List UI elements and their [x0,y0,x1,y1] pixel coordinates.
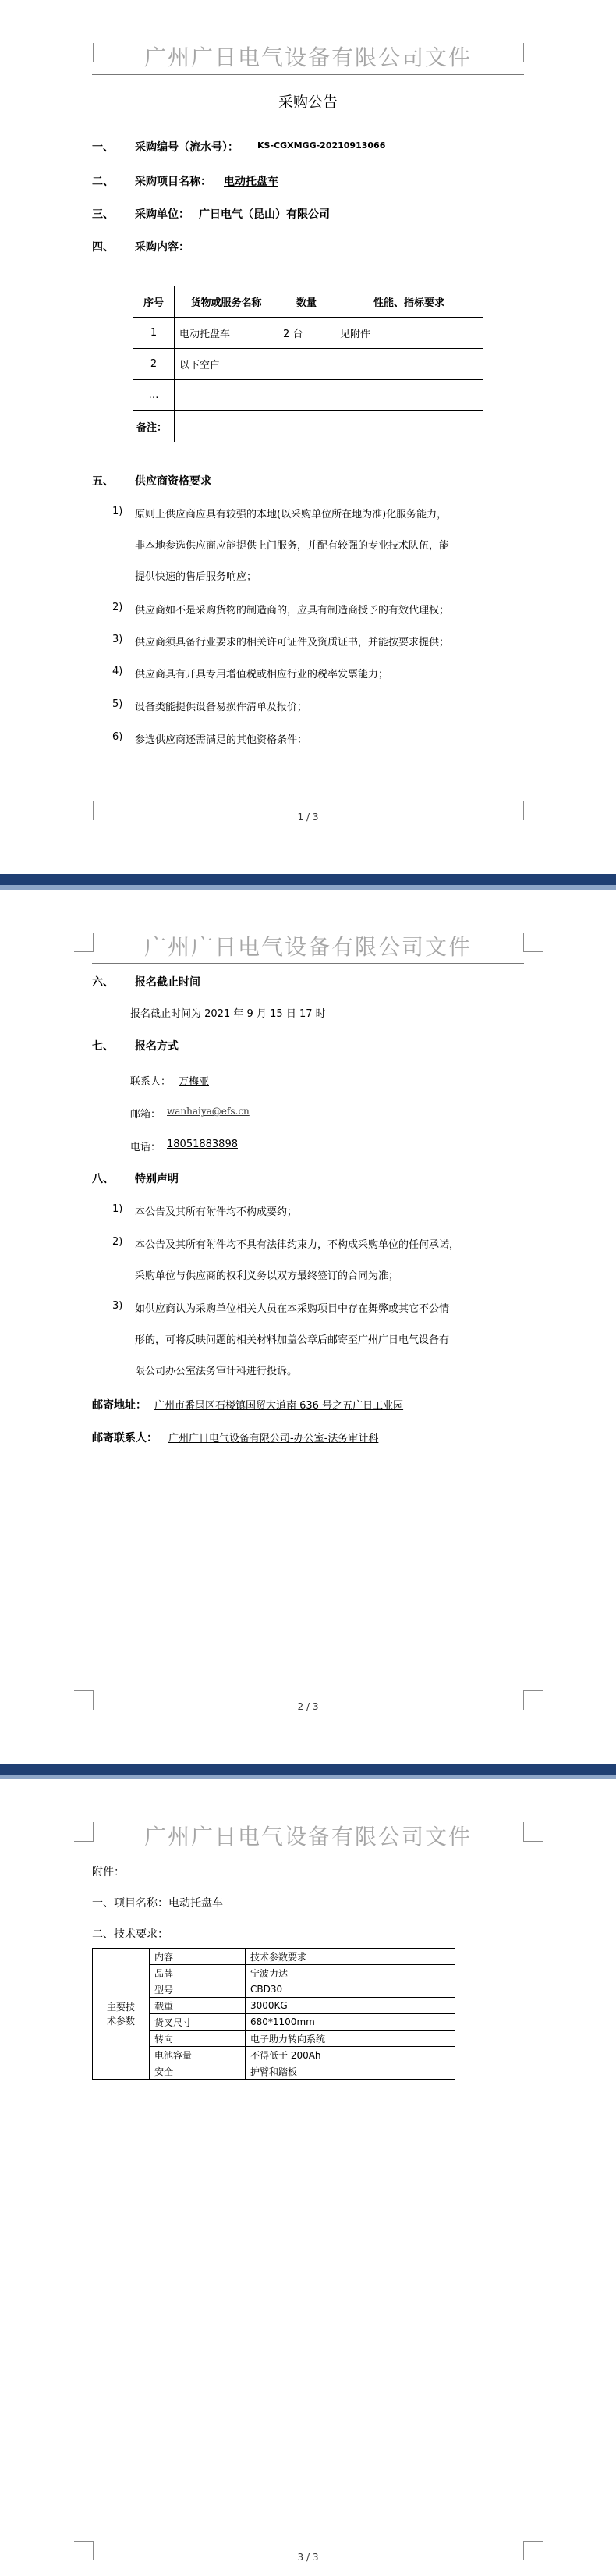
spec-group-label-line: 术参数 [106,2015,135,2027]
email-link[interactable]: wanhaiya@efs.cn [167,1106,250,1117]
req-num: 3) [112,634,123,645]
contact-label: 联系人： [130,1076,172,1088]
remark-cell [175,411,483,442]
req-num: 1) [112,506,123,517]
table-header-row [133,286,483,318]
statement-line: 本公告及其所有附件均不具有法律约束力，不构成采购单位的任何承诺， [135,1239,460,1251]
page-separator [0,1764,616,1775]
deadline-year: 2021 [204,1008,231,1020]
section-label: 采购内容： [135,241,189,254]
deadline-month-unit: 月 [256,1008,267,1020]
statement-line: 形的，可将反映问题的相关材料加盖公章后邮寄至广州广日电气设备有 [135,1334,450,1346]
spec-group-label-line: 主要技 [106,2001,135,2013]
spec-value: 电子助力转向系统 [246,2031,455,2047]
section-num: 四、 [92,241,114,254]
req-num: 2) [112,602,123,613]
email-label: 邮箱： [130,1109,161,1121]
contact-name: 万梅亚 [179,1076,210,1088]
req-num: 4) [112,666,123,677]
procurement-table [133,286,483,442]
spec-value: 不得低于 200Ah [246,2047,455,2063]
spec-key: 品牌 [150,1965,246,1981]
statement-num: 3) [112,1300,123,1312]
project-name: 电动托盘车 [224,176,278,188]
table-cell [278,380,335,411]
req-line: 设备类能提供设备易损件清单及报价； [135,702,308,713]
spec-value: 宁波力达 [246,1965,455,1981]
req-line: 供应商如不是采购货物的制造商的，应具有制造商授予的有效代理权； [135,605,450,616]
spec-key: 载重 [150,1998,246,2014]
phone-label: 电话： [130,1142,161,1153]
section-title: 报名方式 [135,1040,179,1053]
col-header: 货物或服务名称 [175,286,278,318]
req-line: 非本地参选供应商应能提供上门服务，并配有较强的专业技术队伍，能 [135,540,450,552]
req-line: 参选供应商还需满足的其他资格条件： [135,734,308,746]
spec-value: 护臂和踏板 [246,2063,455,2080]
table-cell: 2 台 [278,318,335,349]
mail-contact: 广州广日电气设备有限公司-办公室-法务审计科 [168,1433,379,1444]
section-num: 七、 [92,1040,114,1053]
page-3 [0,1779,616,2576]
section-title: 供应商资格要求 [135,475,211,488]
table-cell: 见附件 [335,318,483,349]
page-1 [0,0,616,835]
req-line: 供应商具有开具专用增值税或相应行业的税率发票能力； [135,669,389,680]
section-num: 八、 [92,1173,114,1185]
section-label: 采购单位： [135,208,189,221]
item-line [92,1895,223,1910]
deadline-line [130,1005,326,1020]
section-num: 二、 [92,176,114,188]
page-separator [0,874,616,885]
table-row [133,349,483,380]
spec-key: 转向 [150,2031,246,2047]
deadline-hour: 17 [299,1008,313,1020]
table-cell [278,349,335,380]
attachment-label: 附件： [92,1866,125,1878]
phone-number: 18051883898 [167,1139,238,1150]
header-rule [92,74,524,75]
req-line: 供应商须具备行业要求的相关许可证件及资质证书，并能按要求提供； [135,637,450,648]
table-cell: 以下空白 [175,349,278,380]
table-cell: … [133,380,175,411]
section-num: 一、 [92,141,114,154]
header-title: 广州广日电气设备有限公司文件 [143,934,472,960]
table-cell: 1 [133,318,175,349]
statement-line: 采购单位与供应商的权利义务以双方最终签订的合同为准； [135,1270,399,1282]
table-cell [175,380,278,411]
page-number: 2 / 3 [297,1701,319,1712]
section-title: 特别声明 [135,1173,179,1185]
table-cell: 2 [133,349,175,380]
mail-address-label: 邮寄地址： [92,1399,147,1412]
col-header: 序号 [133,286,175,318]
spec-value: 680*1100mm [246,2014,455,2031]
page-2 [0,890,616,1725]
col-header: 数量 [278,286,335,318]
spec-group-label [93,1949,150,2080]
deadline-hour-unit: 时 [315,1008,326,1020]
purchasing-unit: 广日电气（昆山）有限公司 [199,208,330,221]
spec-key: 货叉尺寸 [150,2014,246,2031]
req-num: 6) [112,731,123,743]
page-number: 3 / 3 [297,2552,319,2563]
spec-value: CBD30 [246,1981,455,1998]
deadline-year-unit: 年 [233,1008,244,1020]
item-line-prefix: 一、项目名称： [92,1897,168,1910]
page-number: 1 / 3 [297,812,319,823]
spec-key: 内容 [150,1949,246,1965]
spec-key: 安全 [150,2063,246,2080]
col-header: 性能、指标要求 [335,286,483,318]
spec-value: 技术参数要求 [246,1949,455,1965]
table-cell [335,349,483,380]
deadline-month: 9 [246,1008,253,1020]
mail-contact-label: 邮寄联系人： [92,1432,158,1444]
table-row [133,318,483,349]
statement-line: 如供应商认为采购单位相关人员在本采购项目中存在舞弊或其它不公情 [135,1303,450,1315]
spec-key: 型号 [150,1981,246,1998]
header-title: 广州广日电气设备有限公司文件 [143,1824,472,1849]
table-cell: 电动托盘车 [175,318,278,349]
spec-table [92,1948,455,2080]
doc-title: 采购公告 [278,94,338,111]
table-row [133,380,483,411]
spec-key: 电池容量 [150,2047,246,2063]
deadline-day-unit: 日 [285,1008,296,1020]
statement-num: 1) [112,1203,123,1215]
mail-address: 广州市番禺区石楼镇国贸大道南 636 号之五广日工业园 [154,1400,404,1412]
header-rule [92,963,524,964]
remark-label: 备注： [133,411,175,442]
spec-value: 3000KG [246,1998,455,2014]
req-line: 原则上供应商应具有较强的本地(以采购单位所在地为准)化服务能力， [135,509,448,521]
req-line: 提供快速的售后服务响应； [135,571,257,583]
deadline-prefix: 报名截止时间为 [130,1008,202,1020]
procurement-number: KS-CGXMGG-20210913066 [257,140,386,151]
section-title: 报名截止时间 [135,976,200,989]
spec-row [93,1949,455,1965]
section-num: 五、 [92,475,114,488]
table-remark-row [133,411,483,442]
section-num: 三、 [92,208,114,221]
statement-line: 本公告及其所有附件均不构成要约； [135,1206,298,1218]
deadline-day: 15 [270,1008,283,1020]
header-title: 广州广日电气设备有限公司文件 [143,44,472,70]
statement-line: 限公司办公室法务审计科进行投诉。 [135,1366,298,1377]
section-num: 六、 [92,976,114,989]
req-num: 5) [112,698,123,710]
section-label: 采购编号（流水号）： [135,141,239,154]
item-name: 电动托盘车 [168,1897,223,1910]
table-cell [335,380,483,411]
tech-req-label: 二、技术要求： [92,1928,168,1941]
statement-num: 2) [112,1236,123,1248]
section-label: 采购项目名称： [135,176,211,188]
